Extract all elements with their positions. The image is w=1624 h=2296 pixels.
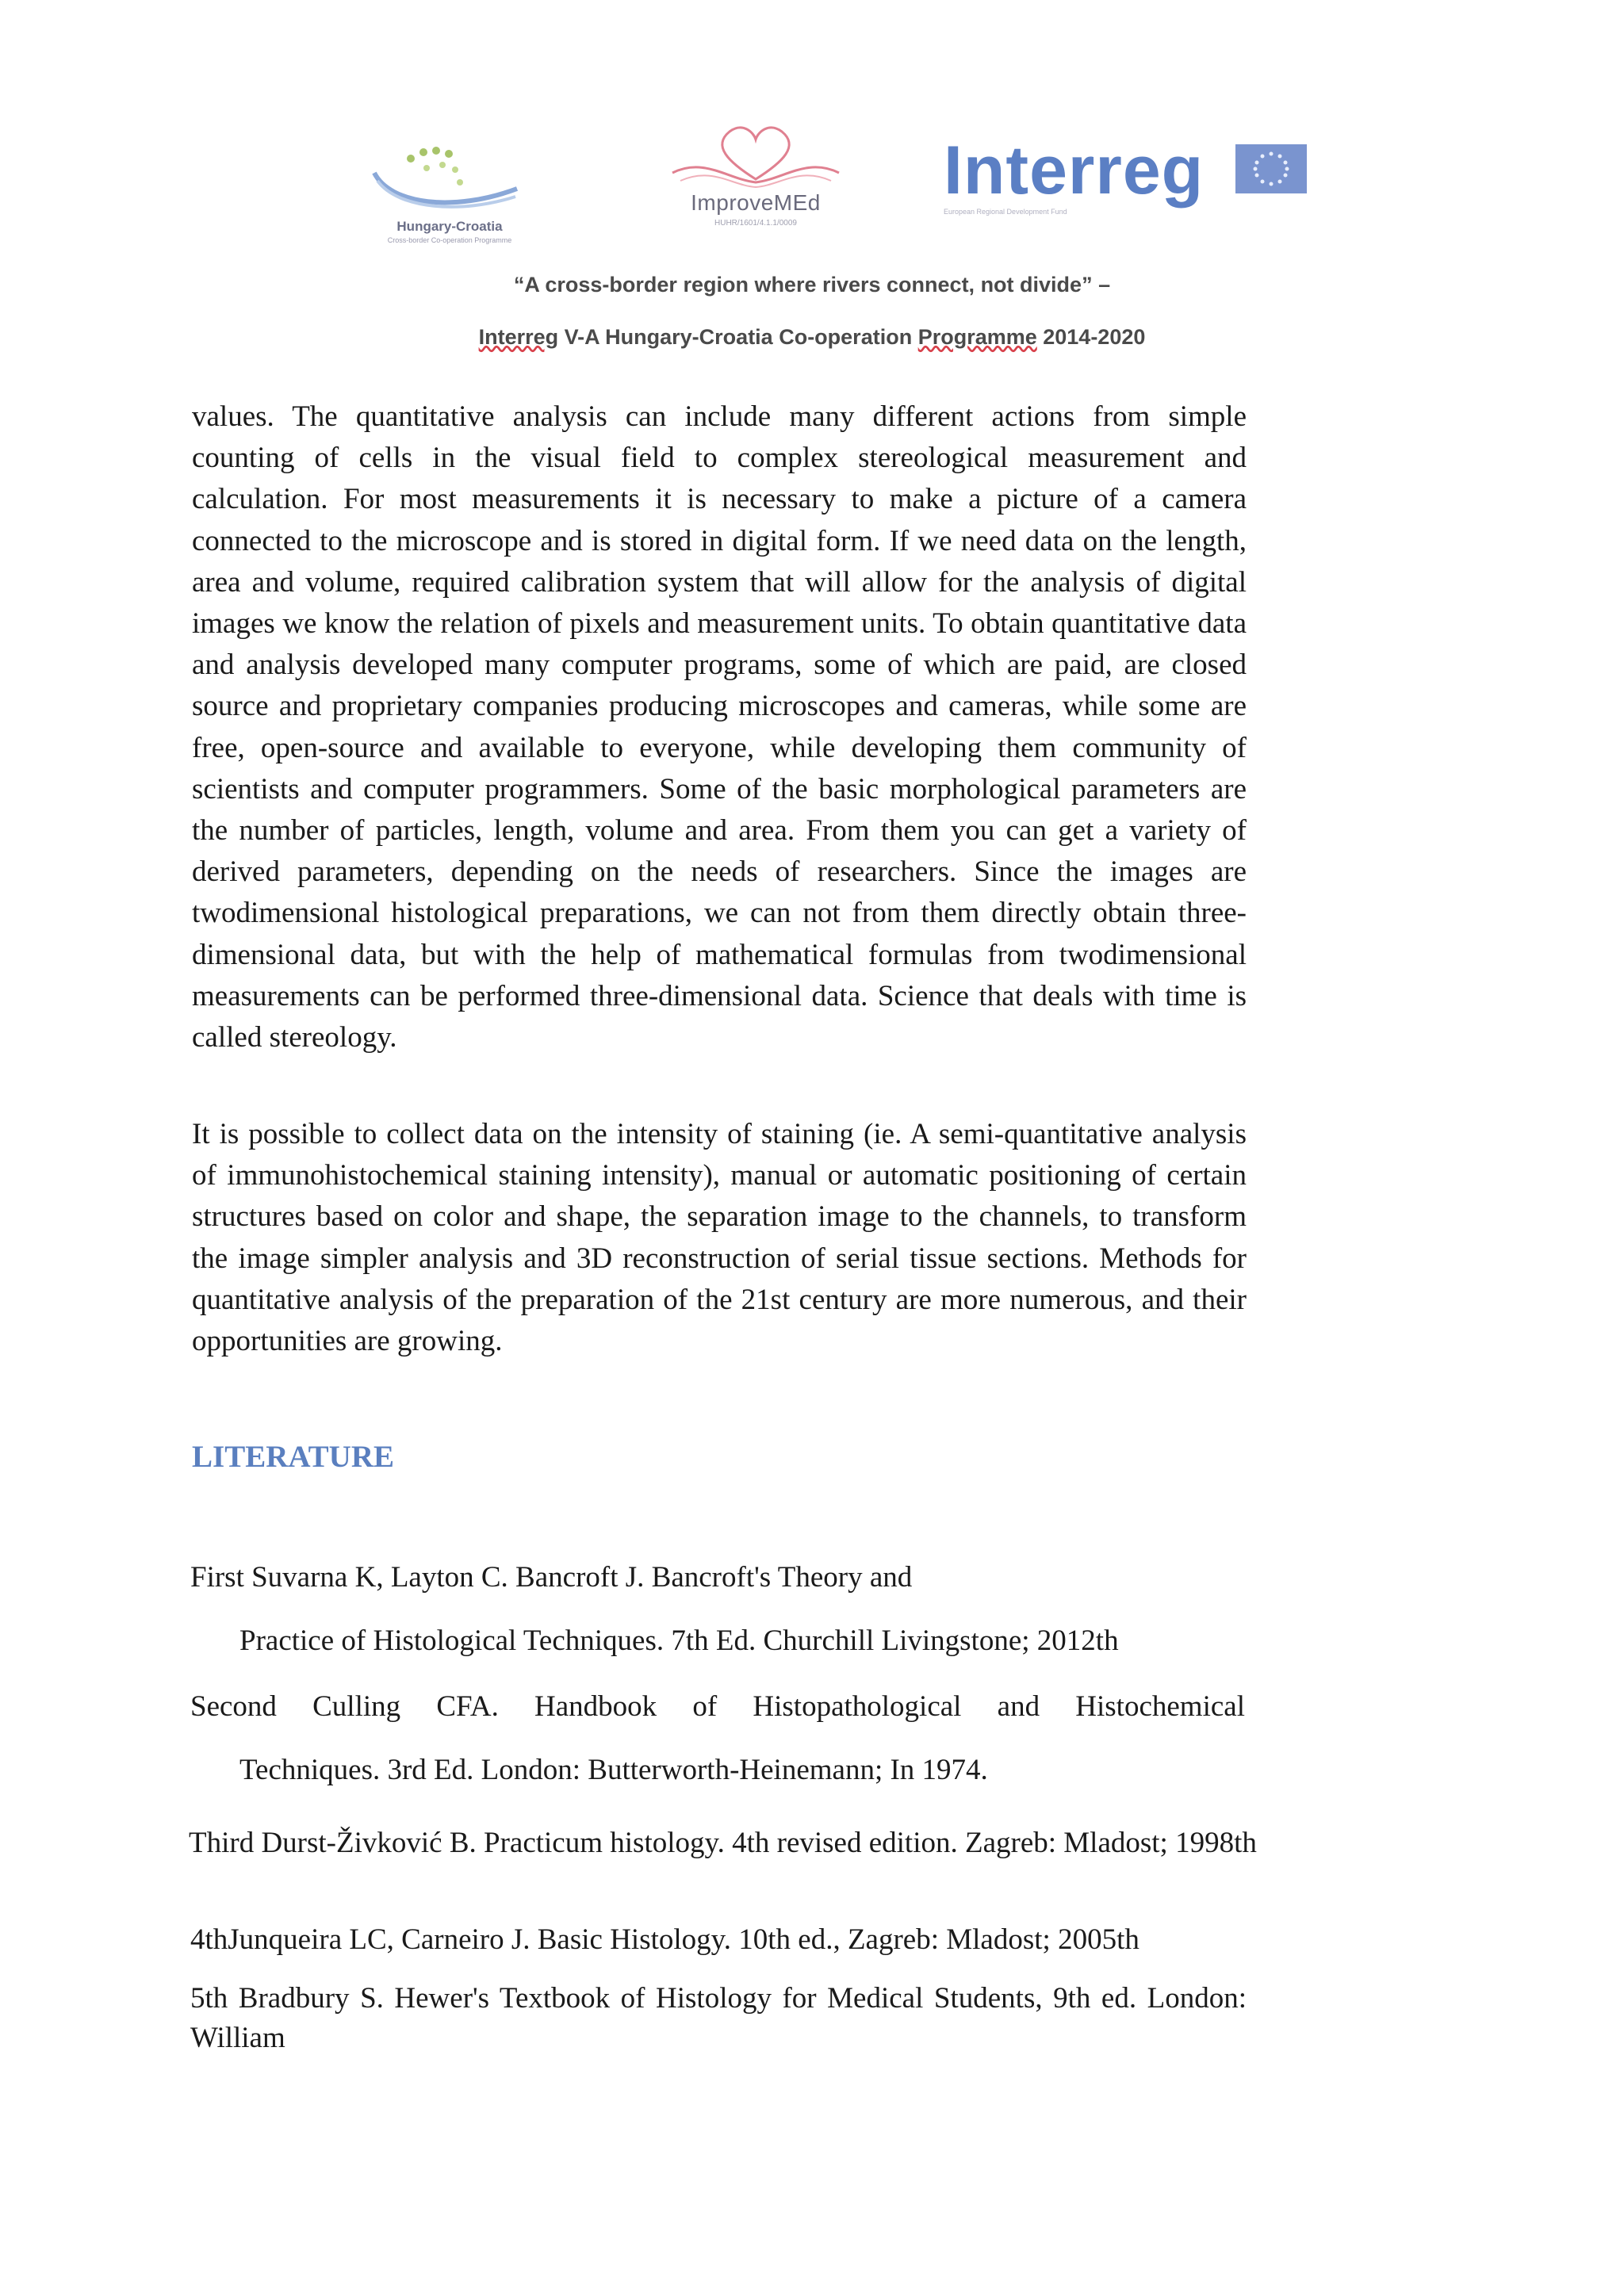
hungary-croatia-logo xyxy=(366,141,533,252)
interreg-sub: European Regional Development Fund xyxy=(944,208,1067,216)
programme-title-part4: 2014-2020 xyxy=(1036,325,1146,349)
programme-title-part2: V-A Hungary-Croatia Co-operation xyxy=(558,325,918,349)
interreg-wordmark: Interreg xyxy=(944,132,1205,209)
interreg-logo xyxy=(944,132,1316,232)
literature-heading: LITERATURE xyxy=(192,1440,395,1474)
programme-title xyxy=(0,325,1624,350)
reference-1-line-2: Practice of Histological Techniques. 7th Ed. Churchill Livingstone; 2012th xyxy=(239,1624,1119,1657)
improvemed-label: ImproveMEd xyxy=(691,190,821,215)
improvemed-sub: HUHR/1601/4.1.1/0009 xyxy=(714,219,797,228)
programme-title-part1: Interreg xyxy=(478,325,559,349)
improvemed-logo xyxy=(657,117,855,236)
reference-1-line-1: First Suvarna K, Layton C. Bancroft J. Bancroft's Theory and xyxy=(190,1561,913,1594)
programme-title-part3: Programme xyxy=(917,325,1037,349)
programme-tagline: “A cross-border region where rivers connect, not divide” – xyxy=(513,273,1111,297)
eu-flag-icon xyxy=(1235,144,1307,193)
body-paragraph-2: It is possible to collect data on the intensity of staining (ie. A semi-quantitative analysis of immunohistochemical staining intensity), manual or automatic positioning of certain structures based on color and shape, the separation image to the channels, to transform the image simpler analysis and 3D reconstruction of serial tissue sections. Methods for quantitative analysis of the preparation of the 21st century are more numerous, and their opportunities are growing. xyxy=(192,1118,1247,1358)
reference-2-line-2: Techniques. 3rd Ed. London: Butterworth-Heinemann; In 1974. xyxy=(239,1754,988,1786)
hungary-croatia-sub: Cross-border Co-operation Programme xyxy=(387,236,512,244)
body-paragraph-1: values. The quantitative analysis can include many different actions from simple counting of cells in the visual field to complex stereological measurement and calculation. For most measurements it is necessary to make a picture of a camera connected to the microscope and is stored in digital form. If we need data on the length, area and volume, required calibration system that will allow for the analysis of digital images we know the relation of pixels and measurement units. To obtain quantitative data and analysis developed many computer programs, some of which are paid, are closed source and proprietary companies producing microscopes and cameras, while some are free, open-source and available to everyone, while developing them community of scientists and computer programmers. Some of the basic morphological parameters are the number of particles, length, volume and area. From them you can get a variety of derived parameters, depending on the needs of researchers. Since the images are twodimensional histological preparations, we can not from them directly obtain three-dimensional data, but with the help of mathematical formulas from twodimensional measurements can be performed three-dimensional data. Science that deals with time is called stereology. xyxy=(192,400,1247,1054)
hungary-croatia-emblem-icon xyxy=(366,141,533,220)
reference-4: 4thJunqueira LC, Carneiro J. Basic Histology. 10th ed., Zagreb: Mladost; 2005th xyxy=(190,1923,1139,1956)
reference-5: 5th Bradbury S. Hewer's Textbook of Histology for Medical Students, 9th ed. London: William xyxy=(190,1982,1247,2054)
reference-2-line-1: Second Culling CFA. Handbook of Histopathological and Histochemical xyxy=(190,1690,1245,1723)
reference-3: Third Durst-Živković B. Practicum histology. 4th revised edition. Zagreb: Mladost; 1998th xyxy=(189,1827,1257,1859)
heart-hands-icon xyxy=(657,117,855,190)
hungary-croatia-label: Hungary-Croatia xyxy=(396,219,503,234)
